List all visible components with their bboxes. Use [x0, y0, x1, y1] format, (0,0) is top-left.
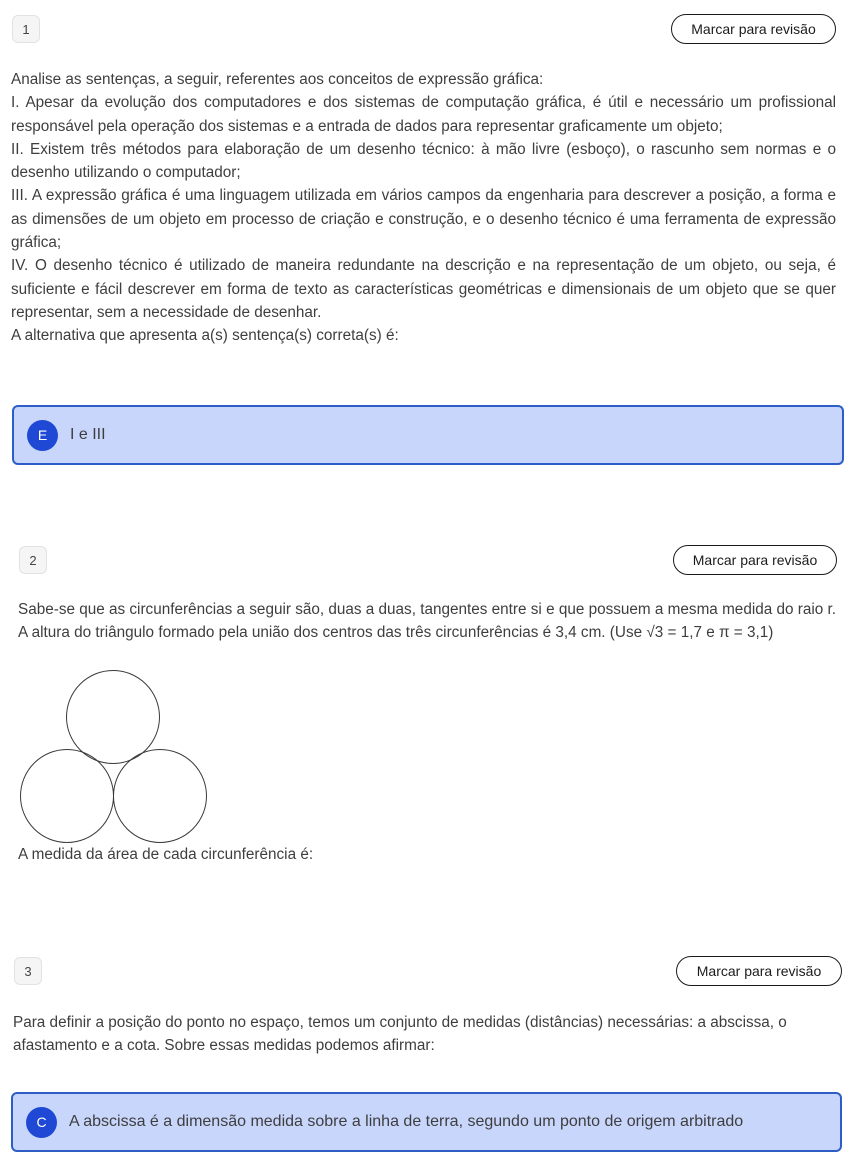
statement-item-iii: III. A expressão gráfica é uma linguagem utilizada em vários campos da engenharia para descrever a posição, a forma e as dimensões de um objeto em processo de criação e construção, e o desenho técnico é uma ferramenta de expressão gráfica;: [11, 187, 836, 252]
mark-for-review-button-2[interactable]: Marcar para revisão: [673, 545, 837, 575]
question-number-1: 1: [12, 15, 40, 43]
mark-for-review-button-1[interactable]: Marcar para revisão: [671, 14, 836, 44]
answer-letter-badge: E: [27, 420, 58, 451]
statement-item-i: I. Apesar da evolução dos computadores e dos sistemas de computação gráfica, é útil e necessário um profissional responsável pela operação dos sistemas e a entrada de dados para representar graficamente um objeto;: [11, 94, 836, 135]
bottom-left-circle: [21, 750, 114, 843]
selected-answer-1[interactable]: [12, 405, 844, 465]
answer-text: A abscissa é a dimensão medida sobre a linha de terra, segundo um ponto de origem arbitrado: [69, 1113, 744, 1130]
tangent-circles-figure: [18, 668, 210, 844]
question-1-statement: [11, 68, 836, 348]
mark-for-review-button-3[interactable]: Marcar para revisão: [676, 956, 842, 986]
top-circle: [67, 671, 160, 764]
statement-item-iv: IV. O desenho técnico é utilizado de maneira redundante na descrição e na representação de um objeto, ou seja, é suficiente e fácil descrever em forma de texto as características geométricas e dimensionais de um objeto que se quer representar, sem a necessidade de desenhar.: [11, 257, 836, 321]
answer-text: I e III: [70, 426, 106, 443]
question-number-2: 2: [19, 546, 47, 574]
question-number-3: 3: [14, 957, 42, 985]
answer-letter-badge: C: [26, 1107, 57, 1138]
question-2-prompt: A medida da área de cada circunferência é:: [18, 846, 314, 863]
statement-item-ii: II. Existem três métodos para elaboração de um desenho técnico: à mão livre (esboço), o rascunho sem normas e o desenho utilizando o computador;: [11, 140, 836, 182]
bottom-right-circle: [114, 750, 207, 843]
question-3-statement: Para definir a posição do ponto no espaço, temos um conjunto de medidas (distâncias) necessárias: a abscissa, o afastamento e a cota. Sobre essas medidas podemos afirmar:: [13, 1014, 787, 1055]
statement-intro: Analise as sentenças, a seguir, referentes aos conceitos de expressão gráfica:: [11, 71, 544, 88]
selected-answer-3[interactable]: [11, 1092, 842, 1152]
statement-question: A alternativa que apresenta a(s) sentença(s) correta(s) é:: [11, 327, 399, 345]
question-2-statement: Sabe-se que as circunferências a seguir são, duas a duas, tangentes entre si e que possuem a mesma medida do raio r. A altura do triângulo formado pela união dos centros das três circunferências é 3,4 cm. (Use √3 = 1,7 e π = 3,1): [18, 601, 837, 642]
